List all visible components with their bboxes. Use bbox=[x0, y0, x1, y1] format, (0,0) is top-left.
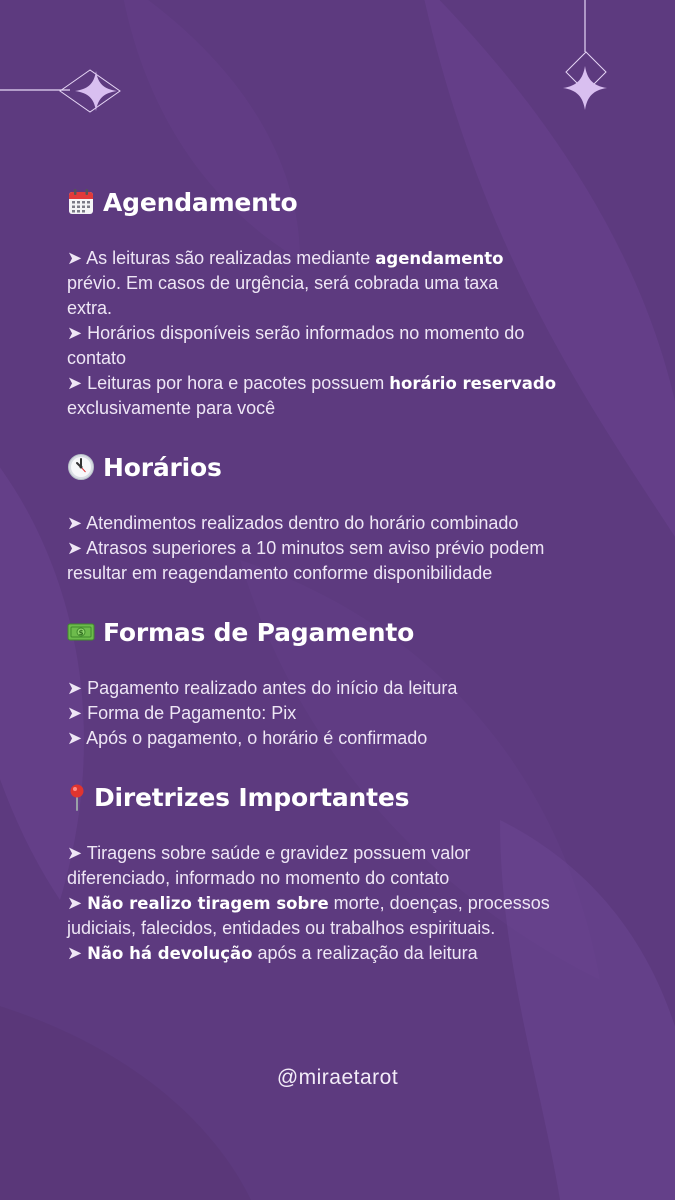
list-item: ➤ Atrasos superiores a 10 minutos sem aviso prévio podem bbox=[67, 538, 545, 558]
sparkle-right-icon bbox=[563, 0, 607, 110]
section-title: Diretrizes Importantes bbox=[94, 782, 410, 812]
list-item: ➤ Tiragens sobre saúde e gravidez possuem valor bbox=[67, 843, 471, 863]
section-horarios bbox=[67, 445, 627, 586]
list-item: ➤ Forma de Pagamento: Pix bbox=[67, 703, 297, 723]
list-item-continued: diferenciado, informado no momento do contato bbox=[67, 868, 450, 888]
list-item-continued: prévio. Em casos de urgência, será cobrada uma taxa bbox=[67, 273, 499, 293]
section-title: Horários bbox=[103, 452, 222, 482]
section-items bbox=[67, 511, 627, 586]
list-item-continued: resultar em reagendamento conforme disponibilidade bbox=[67, 563, 493, 583]
calendar-icon bbox=[67, 188, 95, 216]
list-item: ➤ Pagamento realizado antes do início da leitura bbox=[67, 678, 458, 698]
section-title: Formas de Pagamento bbox=[103, 617, 415, 647]
section-heading bbox=[67, 180, 627, 224]
list-item-continued: contato bbox=[67, 348, 127, 368]
clock-icon bbox=[67, 453, 95, 481]
list-item-continued: judiciais, falecidos, entidades ou trabalhos espirituais. bbox=[67, 918, 496, 938]
section-heading bbox=[67, 775, 627, 819]
list-item: ➤ Atendimentos realizados dentro do horário combinado bbox=[67, 513, 519, 533]
instagram-handle: @miraetarot bbox=[276, 1066, 399, 1089]
section-items bbox=[67, 246, 627, 421]
list-item: ➤ Não há devolução após a realização da leitura bbox=[67, 943, 478, 963]
section-pagamento bbox=[67, 610, 627, 751]
list-item-continued: extra. bbox=[67, 298, 113, 318]
svg-text:$: $ bbox=[78, 629, 84, 637]
section-diretrizes bbox=[67, 775, 627, 966]
sparkle-decoration bbox=[0, 0, 675, 130]
policies-content bbox=[67, 180, 627, 966]
section-heading bbox=[67, 610, 627, 654]
section-heading bbox=[67, 445, 627, 489]
section-agendamento bbox=[67, 180, 627, 421]
pushpin-icon bbox=[67, 783, 87, 811]
section-title: Agendamento bbox=[103, 187, 298, 217]
section-items bbox=[67, 841, 627, 966]
list-item: ➤ Horários disponíveis serão informados no momento do bbox=[67, 323, 525, 343]
list-item: ➤ Não realizo tiragem sobre morte, doenças, processos bbox=[67, 893, 550, 913]
list-item-continued: exclusivamente para você bbox=[67, 398, 276, 418]
banknote-icon bbox=[67, 618, 95, 646]
list-item: ➤ As leituras são realizadas mediante agendamento bbox=[67, 248, 504, 268]
list-item: ➤ Leituras por hora e pacotes possuem horário reservado bbox=[67, 373, 557, 393]
section-items bbox=[67, 676, 627, 751]
list-item: ➤ Após o pagamento, o horário é confirmado bbox=[67, 728, 428, 748]
sparkle-left-icon bbox=[60, 70, 120, 112]
